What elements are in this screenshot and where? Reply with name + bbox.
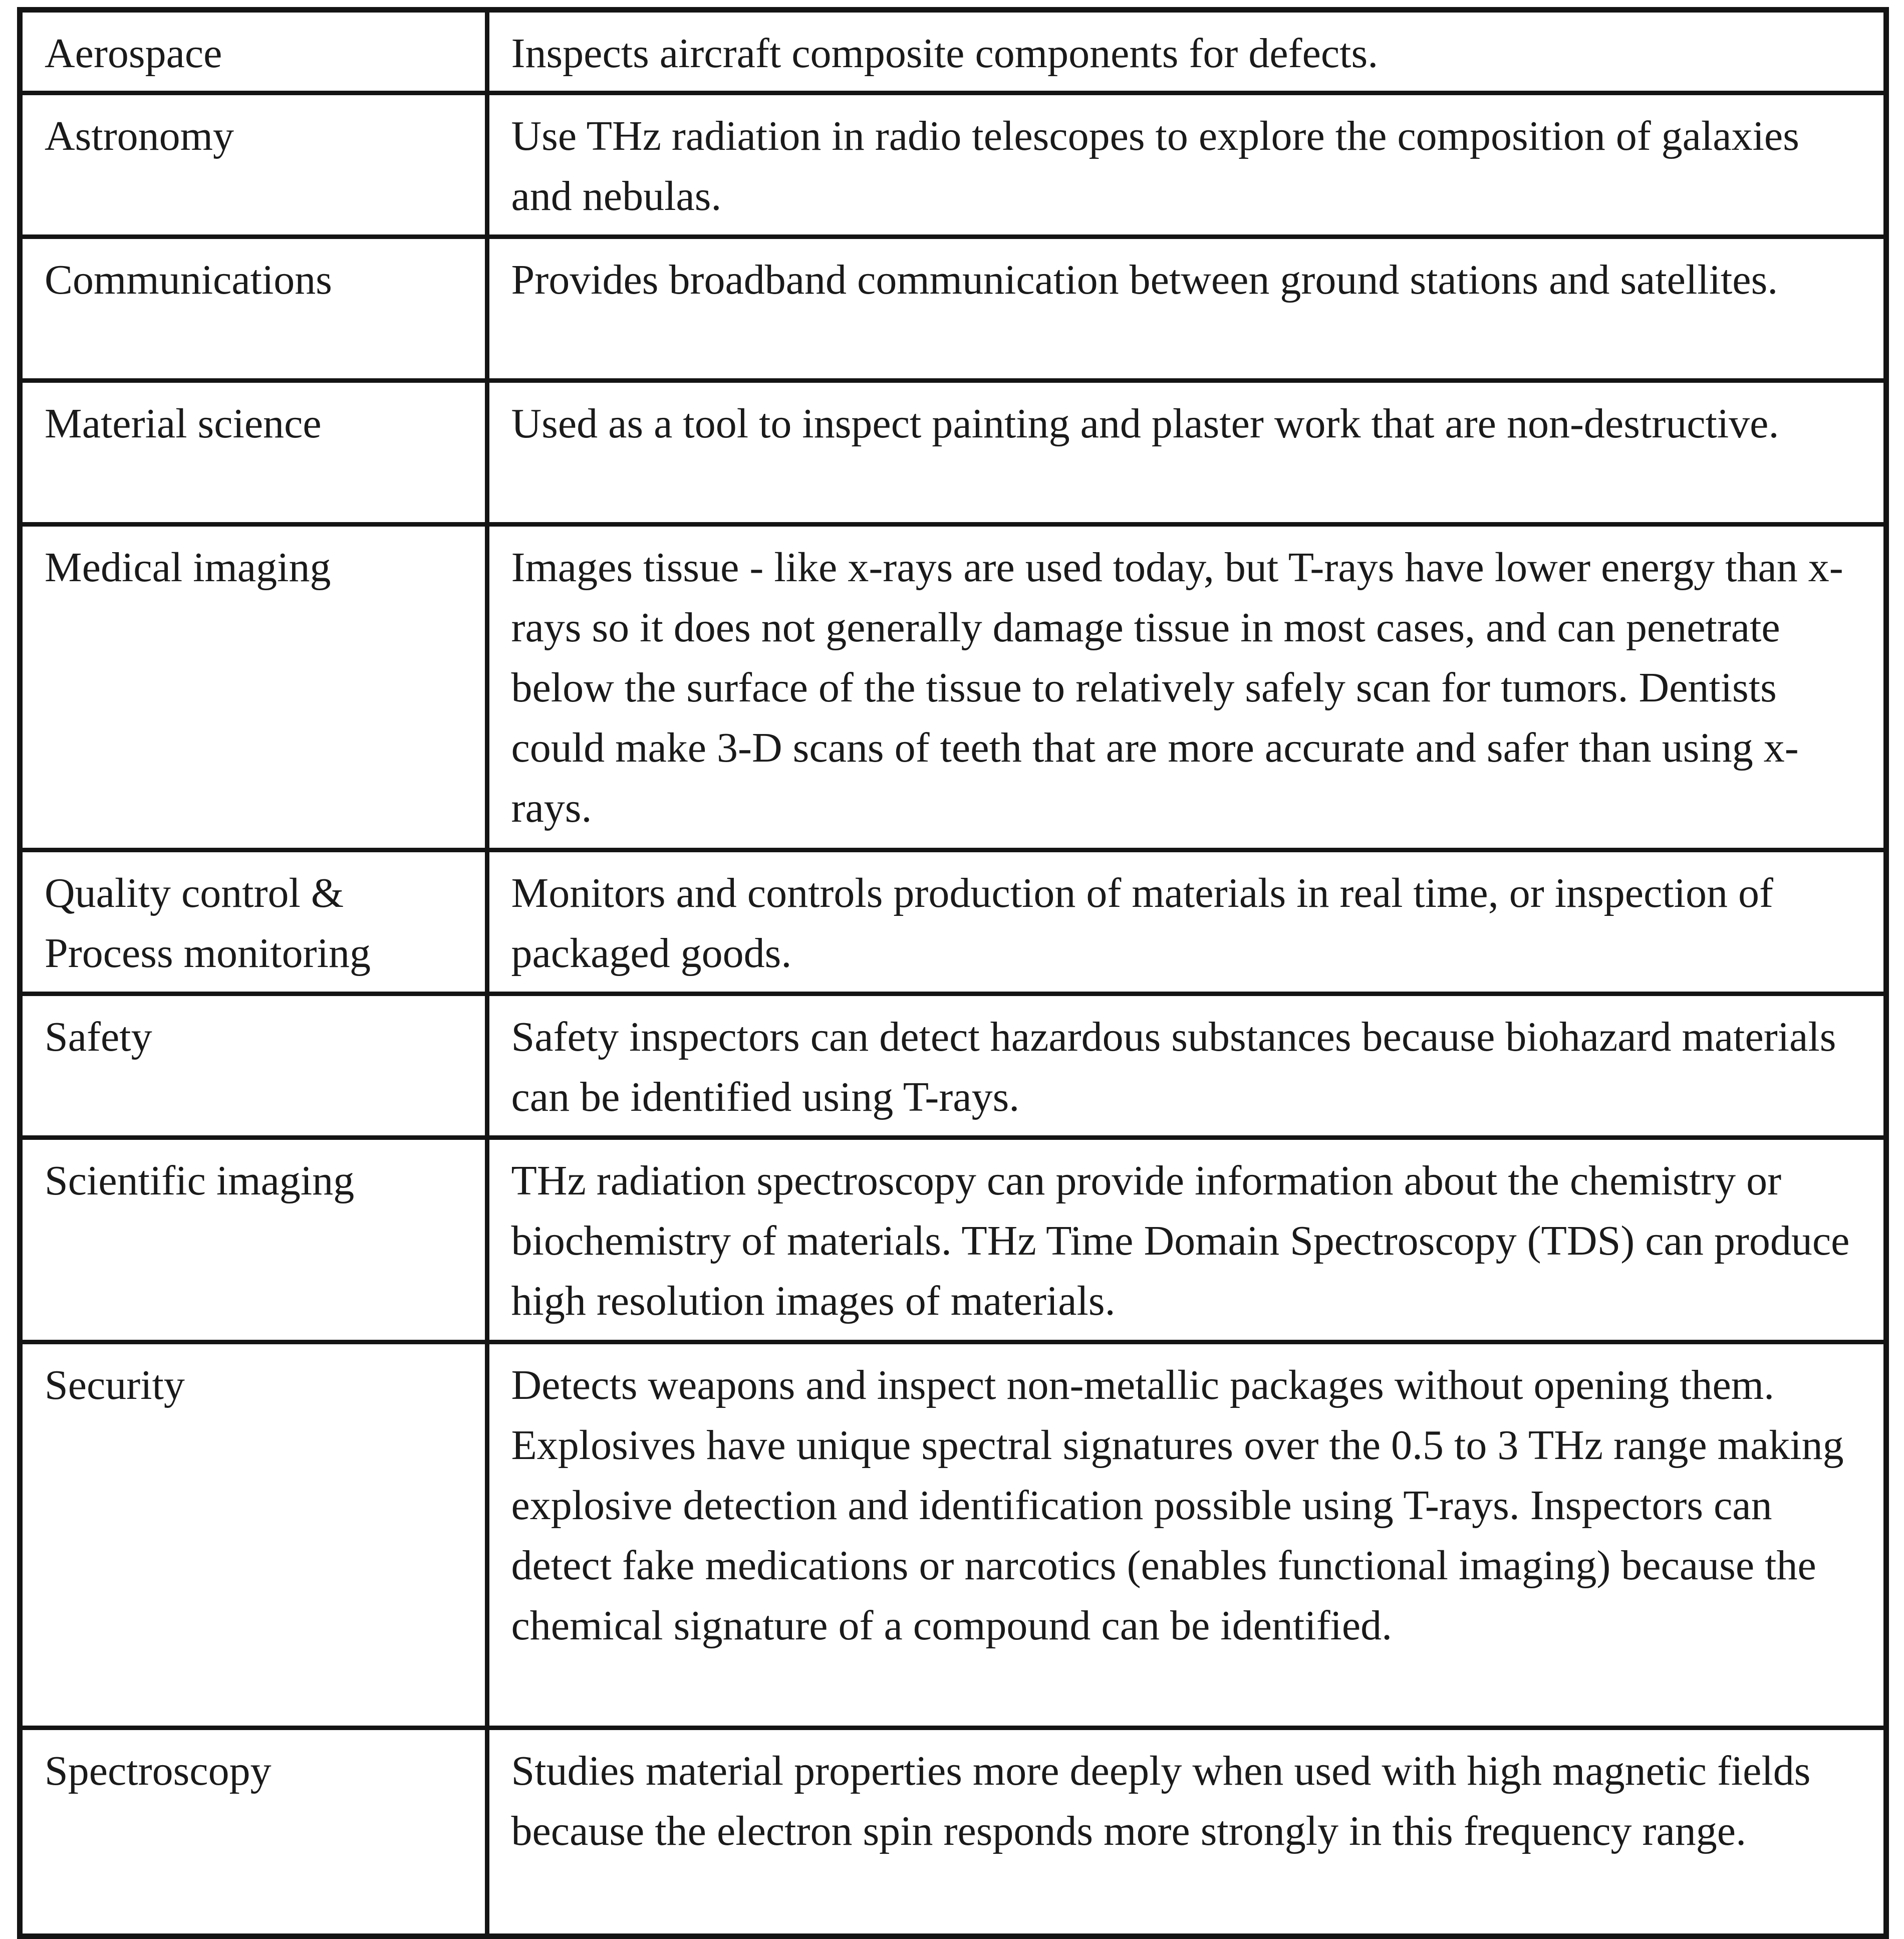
table-row xyxy=(23,525,1883,850)
table-row xyxy=(23,850,1883,994)
application-term: Spectroscopy xyxy=(23,1728,487,1933)
application-term: Security xyxy=(23,1342,487,1728)
applications-table xyxy=(17,7,1889,1939)
applications-table-grid xyxy=(23,13,1883,1933)
application-term: Material science xyxy=(23,381,487,525)
application-description: THz radiation spectroscopy can provide information about the chemistry or biochemistry of materials. THz Time Domain Spectroscopy (TDS) can produce high resolution images of materials. xyxy=(487,1138,1883,1342)
table-row xyxy=(23,381,1883,525)
application-description: Used as a tool to inspect painting and plaster work that are non-destructive. xyxy=(487,381,1883,525)
table-row xyxy=(23,1342,1883,1728)
table-row xyxy=(23,994,1883,1138)
table-row xyxy=(23,13,1883,93)
application-term: Scientific imaging xyxy=(23,1138,487,1342)
application-term: Aerospace xyxy=(23,13,487,93)
application-term: Astronomy xyxy=(23,93,487,237)
application-description: Monitors and controls production of materials in real time, or inspection of packaged goods. xyxy=(487,850,1883,994)
table-row xyxy=(23,93,1883,237)
application-description: Provides broadband communication between ground stations and satellites. xyxy=(487,237,1883,381)
application-description: Inspects aircraft composite components for defects. xyxy=(487,13,1883,93)
application-description: Use THz radiation in radio telescopes to explore the composition of galaxies and nebulas. xyxy=(487,93,1883,237)
application-description: Studies material properties more deeply when used with high magnetic fields because the electron spin responds more strongly in this frequency range. xyxy=(487,1728,1883,1933)
table-row xyxy=(23,1728,1883,1933)
application-term: Communications xyxy=(23,237,487,381)
application-description: Safety inspectors can detect hazardous substances because biohazard materials can be identified using T-rays. xyxy=(487,994,1883,1138)
application-term: Medical imaging xyxy=(23,525,487,850)
application-term: Quality control & Process monitoring xyxy=(23,850,487,994)
table-row xyxy=(23,237,1883,381)
application-description: Images tissue - like x-rays are used today, but T-rays have lower energy than x-rays so it does not generally damage tissue in most cases, and can penetrate below the surface of the tissue to relatively safely scan for tumors. Dentists could make 3-D scans of teeth that are more accurate and safer than using x-rays. xyxy=(487,525,1883,850)
application-description: Detects weapons and inspect non-metallic packages without opening them. Explosives have unique spectral signatures over the 0.5 to 3 THz range making explosive detection and identification possible using T-rays. Inspectors can detect fake medications or narcotics (enables functional imaging) because the chemical signature of a compound can be identified. xyxy=(487,1342,1883,1728)
table-row xyxy=(23,1138,1883,1342)
application-term: Safety xyxy=(23,994,487,1138)
